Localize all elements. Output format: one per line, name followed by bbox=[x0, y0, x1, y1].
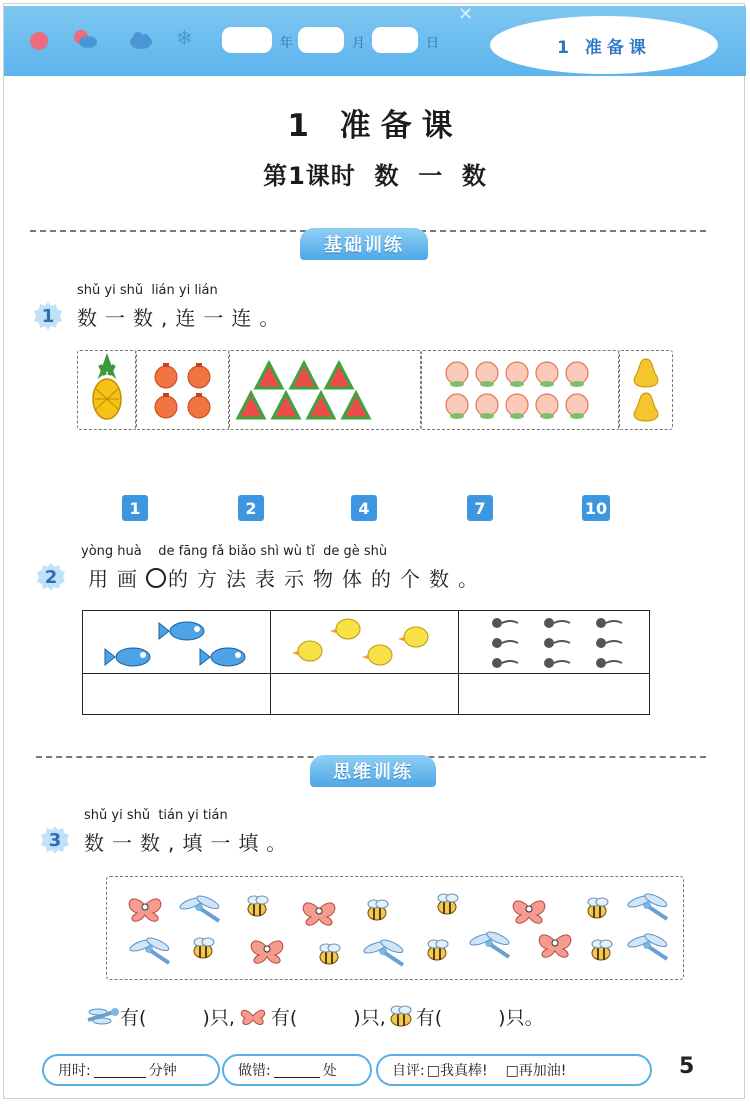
watermelon-icons bbox=[229, 351, 421, 427]
month-field[interactable] bbox=[298, 27, 344, 53]
chapter-title: 1 准备课 bbox=[557, 37, 651, 58]
q3-instruction: 数一数,填一填。 bbox=[84, 831, 295, 855]
circle-icon bbox=[146, 568, 166, 588]
number-box-1[interactable]: 1 bbox=[122, 495, 148, 521]
option-great[interactable]: □我真棒! bbox=[426, 1063, 488, 1079]
year-label: 年 bbox=[280, 36, 294, 51]
q2-instruction: 用画 的方法表示物体的个数。 bbox=[88, 567, 487, 591]
chapter-title-oval bbox=[490, 16, 718, 74]
q1-pinyin: shǔ yi shǔ lián yi lián bbox=[77, 283, 218, 298]
page-title: 1 准备课 bbox=[287, 108, 463, 144]
error-blank[interactable] bbox=[274, 1063, 320, 1078]
lesson-subtitle: 第1课时 数 一 数 bbox=[263, 162, 487, 190]
number-box-7[interactable]: 7 bbox=[467, 495, 493, 521]
day-field[interactable] bbox=[372, 27, 418, 53]
time-blank[interactable] bbox=[94, 1063, 146, 1078]
page-number: 5 bbox=[679, 1054, 695, 1079]
pineapple-group[interactable] bbox=[77, 350, 137, 430]
error-pill: 做错: 处 bbox=[222, 1054, 372, 1086]
q1-instruction: 数一数,连一连。 bbox=[77, 306, 288, 330]
pomegranate-icons bbox=[136, 351, 229, 427]
q3-fill-line: 有( )只, 有( )只, 有( )只。 bbox=[84, 1003, 544, 1033]
sun-icon bbox=[30, 32, 48, 50]
bee-icon bbox=[386, 1004, 416, 1033]
day-label: 日 bbox=[426, 36, 440, 51]
butterfly-icon bbox=[235, 1004, 271, 1033]
time-pill: 用时: 分钟 bbox=[42, 1054, 220, 1086]
cloudy-sun-icon bbox=[72, 28, 98, 53]
pear-group[interactable] bbox=[618, 350, 673, 430]
chevron-icon: ✕ bbox=[458, 4, 474, 25]
pineapple-icon bbox=[78, 351, 136, 427]
number-box-10[interactable]: 10 bbox=[582, 495, 610, 521]
count-table bbox=[82, 610, 650, 715]
number-box-4[interactable]: 4 bbox=[351, 495, 377, 521]
peach-icons bbox=[421, 351, 619, 427]
cloud-icon bbox=[128, 28, 154, 53]
q2-pinyin: yòng huà de fāng fǎ biǎo shì wù tǐ de gè shù bbox=[81, 544, 388, 559]
self-eval-pill: 自评: □我真棒! □再加油! bbox=[376, 1054, 652, 1086]
number-box-2[interactable]: 2 bbox=[238, 495, 264, 521]
insect-group[interactable] bbox=[106, 876, 684, 980]
dragonfly-icon bbox=[84, 1004, 120, 1033]
chick-icons bbox=[288, 613, 448, 671]
question-2-badge: 2 bbox=[36, 562, 66, 592]
section-tab-basic: 基础训练 bbox=[300, 228, 428, 260]
pear-icons bbox=[619, 351, 672, 427]
snowflake-icon: ❄ bbox=[176, 26, 193, 50]
fish-icons bbox=[103, 613, 253, 671]
question-1-badge: 1 bbox=[33, 301, 63, 331]
month-label: 月 bbox=[352, 36, 366, 51]
peach-group[interactable] bbox=[420, 350, 620, 430]
q3-pinyin: shǔ yi shǔ tián yi tián bbox=[84, 808, 228, 823]
option-keep-going[interactable]: □再加油! bbox=[505, 1063, 567, 1079]
insect-icons bbox=[107, 877, 681, 977]
pomegranate-group[interactable] bbox=[135, 350, 230, 430]
section-tab-thinking: 思维训练 bbox=[310, 755, 436, 787]
tadpole-icons bbox=[483, 613, 633, 671]
question-3-badge: 3 bbox=[40, 825, 70, 855]
watermelon-group[interactable] bbox=[228, 350, 422, 430]
year-field[interactable] bbox=[222, 27, 272, 53]
